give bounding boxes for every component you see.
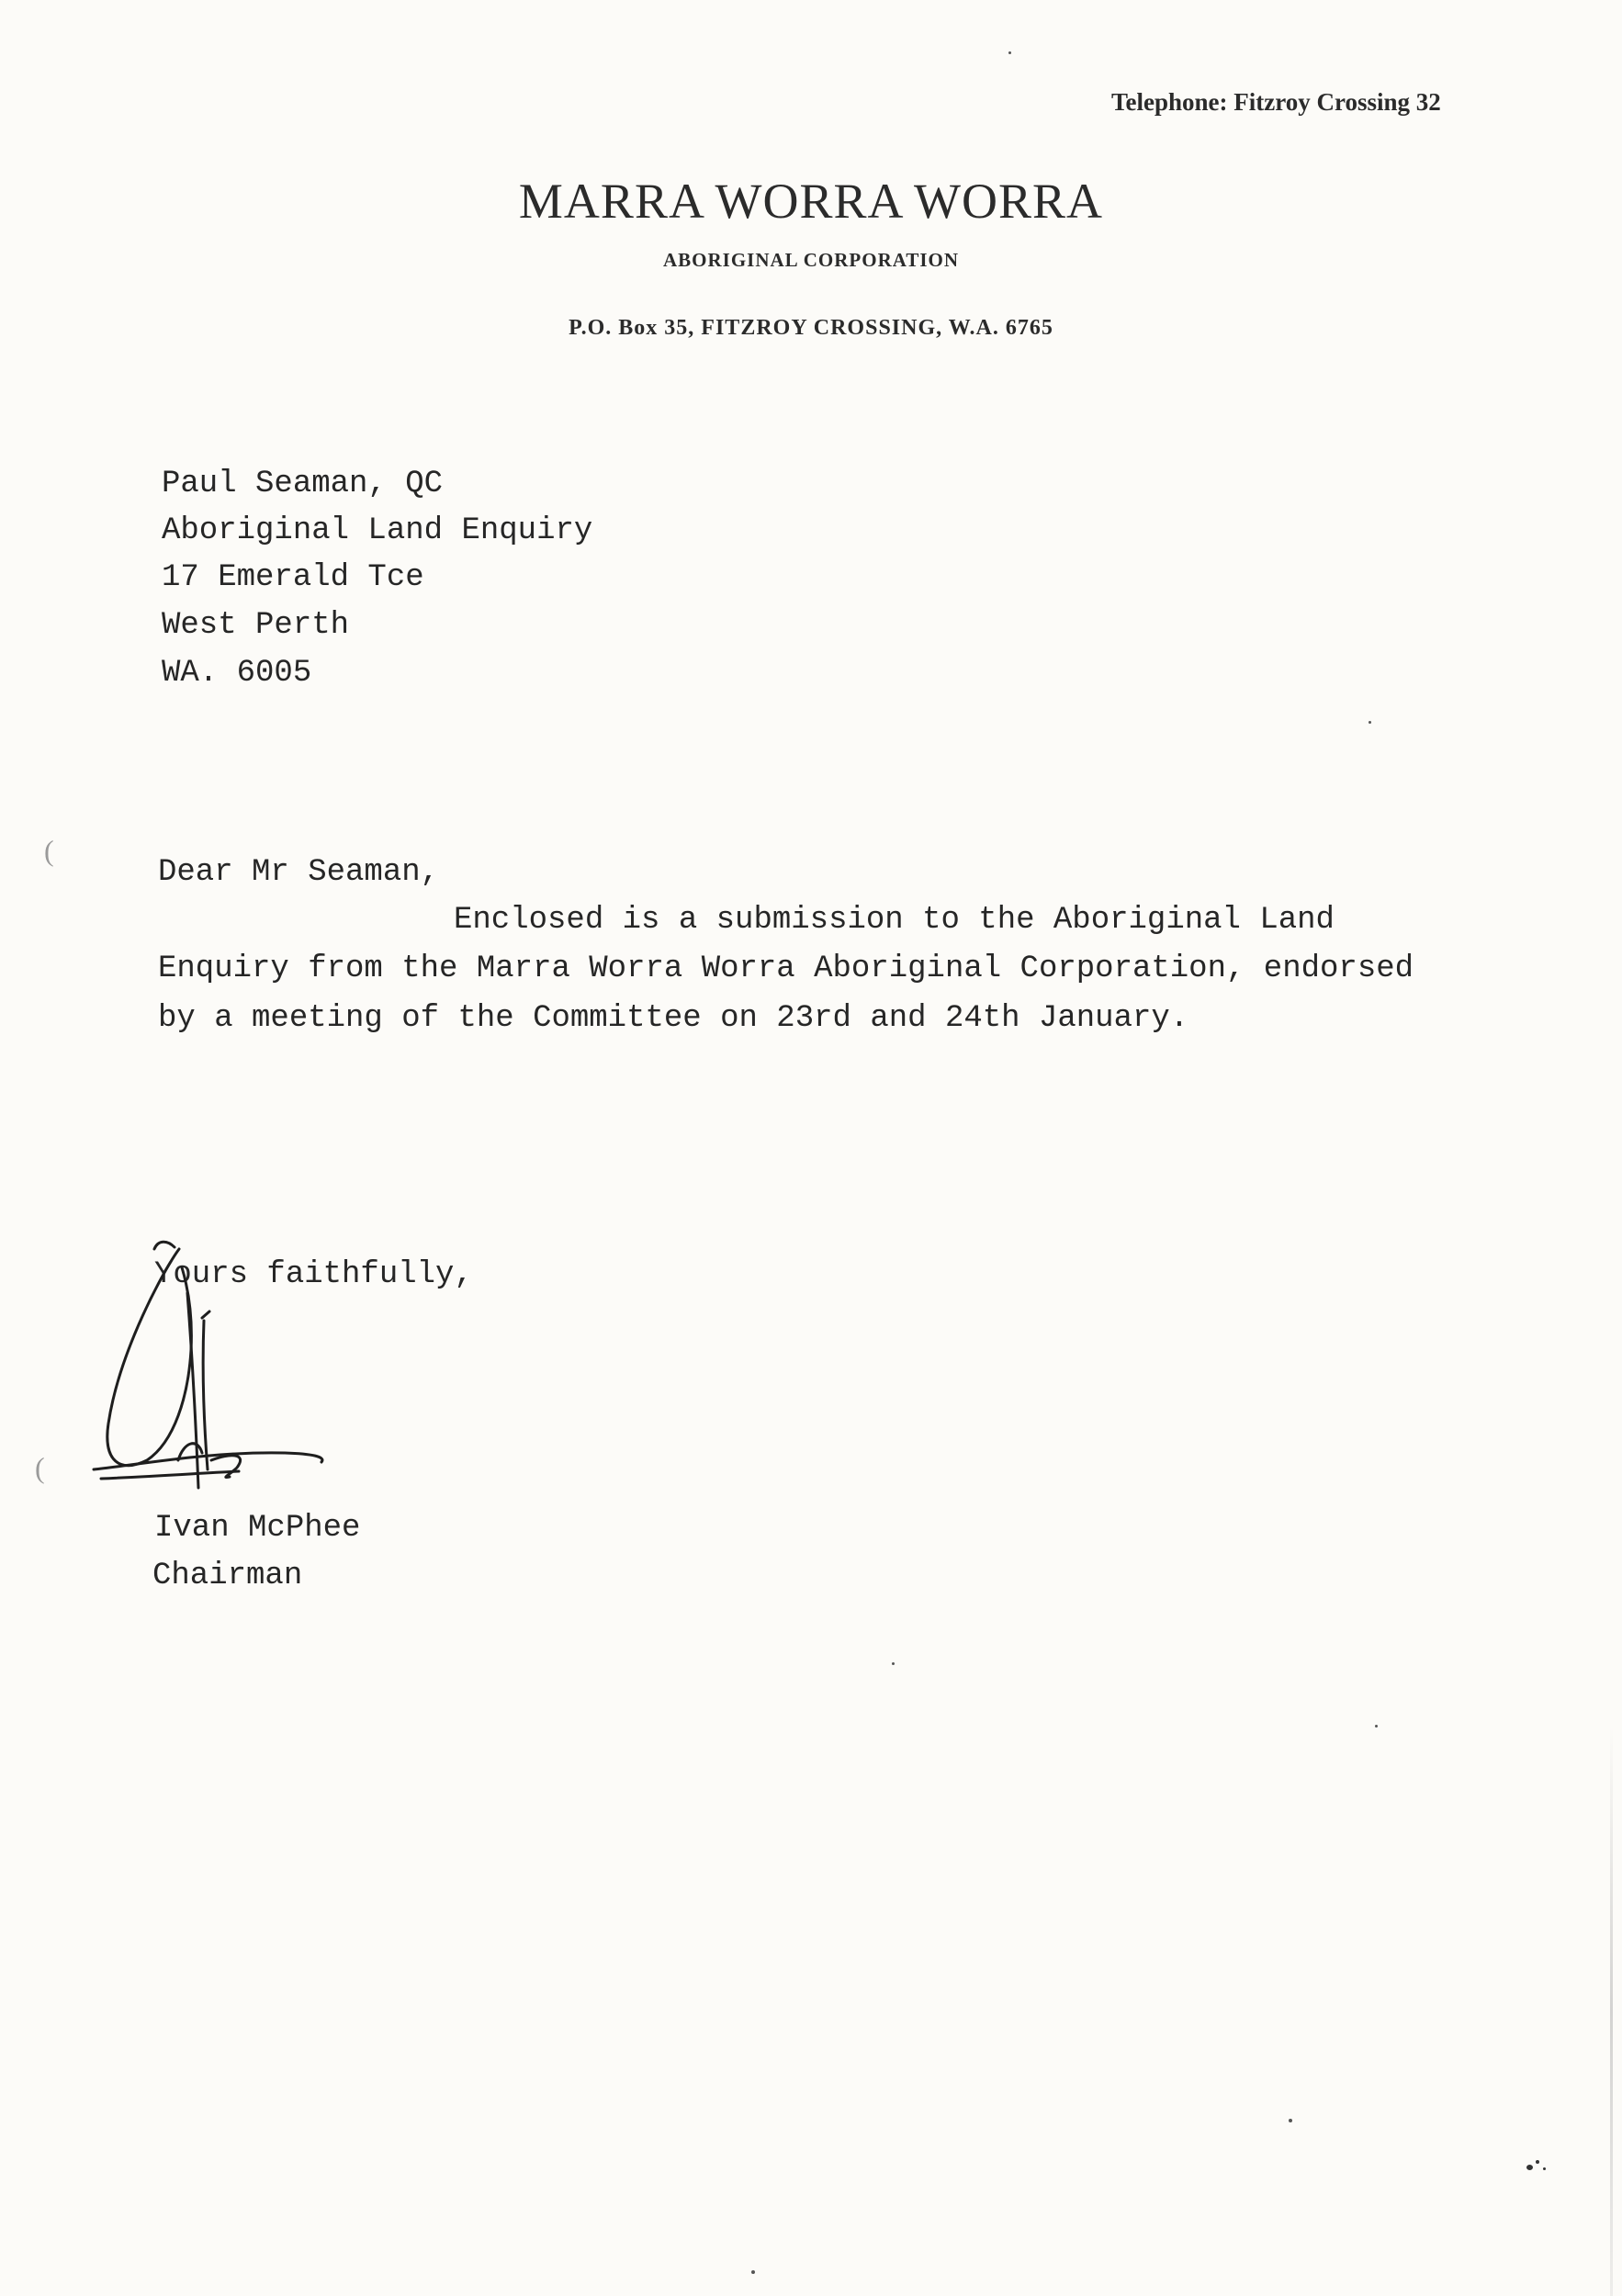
paper-speck (1543, 2167, 1546, 2170)
paper-speck (1526, 2165, 1533, 2170)
recipient-street: 17 Emerald Tce (162, 560, 424, 595)
body-line-2: Enquiry from the Marra Worra Worra Aboriginal Corporation, endorsed (158, 951, 1414, 986)
letterhead-subtitle: ABORIGINAL CORPORATION (662, 249, 960, 271)
paper-speck (892, 1662, 895, 1665)
margin-mark: ( (44, 834, 54, 867)
recipient-state-postcode: WA. 6005 (162, 656, 312, 691)
paper-speck (1536, 2160, 1539, 2164)
recipient-suburb: West Perth (162, 608, 350, 643)
body-line-1: Enclosed is a submission to the Aboriginal Land (454, 903, 1335, 938)
signatory-title: Chairman (152, 1559, 303, 1593)
recipient-office: Aboriginal Land Enquiry (162, 513, 593, 548)
page-edge-shadow (1610, 1727, 1613, 2296)
margin-mark: ( (35, 1451, 45, 1484)
handwritten-signature (83, 1212, 358, 1515)
paper-speck (1375, 1725, 1378, 1728)
closing: Yours faithfully, (154, 1257, 473, 1292)
paper-speck (1008, 51, 1011, 54)
recipient-name: Paul Seaman, QC (162, 467, 444, 501)
signatory-name: Ivan McPhee (154, 1511, 361, 1546)
letterhead-telephone: Telephone: Fitzroy Crossing 32 (1111, 88, 1441, 116)
letterhead-address: P.O. Box 35, FITZROY CROSSING, W.A. 6765 (569, 316, 1053, 340)
paper-speck (1369, 721, 1371, 724)
letterhead-organisation-name: MARRA WORRA WORRA (518, 174, 1104, 229)
body-line-3: by a meeting of the Committee on 23rd and 24th January. (158, 1001, 1189, 1036)
salutation: Dear Mr Seaman, (158, 855, 440, 890)
paper-speck (1289, 2119, 1292, 2122)
paper-speck (751, 2270, 755, 2274)
